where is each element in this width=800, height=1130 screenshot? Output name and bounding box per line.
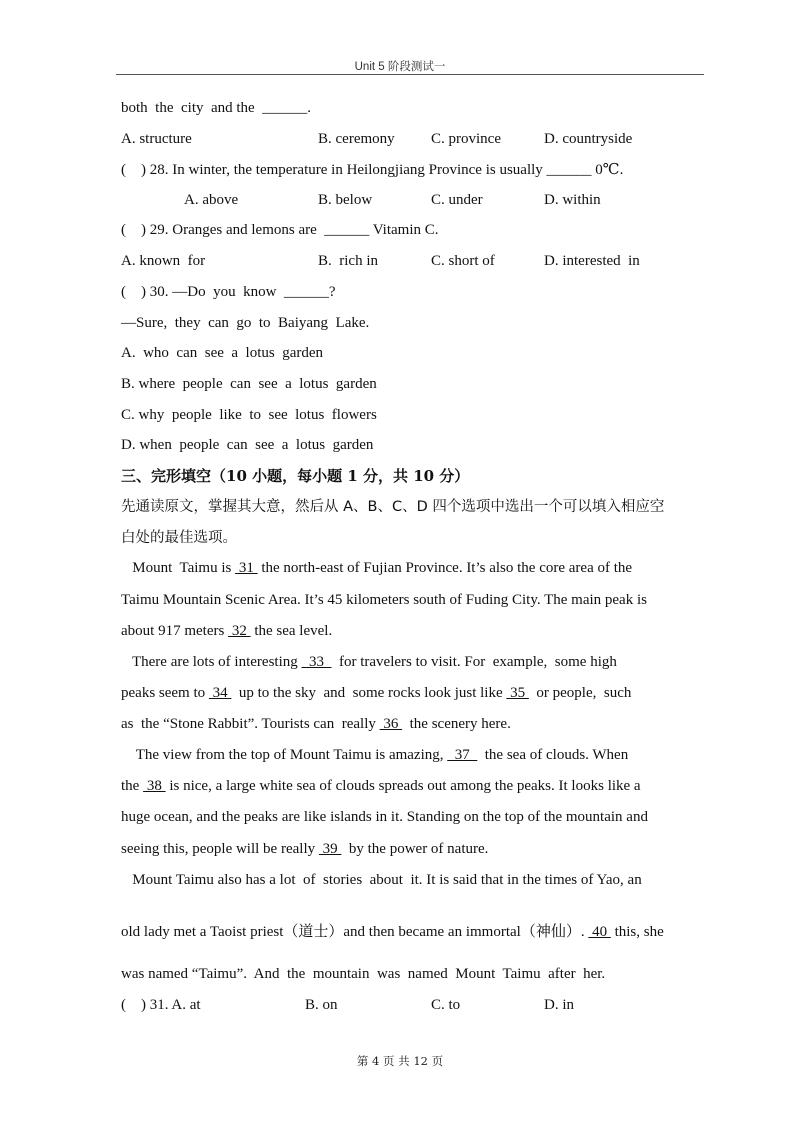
passage-line: old lady met a Taoist priest（道士）and then became an immortal（神仙）. 40 this, she [121,924,664,940]
blank-40: 40 [588,924,611,940]
option-d: D. in [544,997,574,1013]
option-d: D. within [544,192,601,208]
header-rule [116,74,704,75]
option-b: B. below [318,192,373,208]
option-a: A. who can see a lotus garden [121,345,324,361]
question-30: ( ) 30. —Do you know ______? [121,284,336,300]
option-d: D. interested in [544,253,640,269]
question-29: ( ) 29. Oranges and lemons are ______ Vitamin C. [121,222,439,238]
option-c: C. under [431,192,483,208]
blank-32: 32 [228,623,251,639]
option-b: B. ceremony [318,131,395,147]
question-30-reply: —Sure, they can go to Baiyang Lake. [121,315,370,331]
option-b: B. rich in [318,253,378,269]
option-c: C. short of [431,253,495,269]
passage-line: peaks seem to 34 up to the sky and some rocks look just like 35 or people, such [121,685,632,701]
blank-37: 37 [447,747,478,763]
question-31: ( ) 31. A. at [121,997,201,1013]
option-b: B. on [305,997,338,1013]
option-c: C. why people like to see lotus flowers [121,407,377,423]
passage-line: The view from the top of Mount Taimu is amazing, 37 the sea of clouds. When [121,747,629,763]
option-c: C. province [431,131,501,147]
blank-38: 38 [143,778,166,794]
option-d: D. when people can see a lotus garden [121,437,374,453]
passage-line: the 38 is nice, a large white sea of clouds spreads out among the peaks. It looks like a [121,778,641,794]
text-line: both the city and the ______. [121,100,311,116]
passage-line: Mount Taimu also has a lot of stories about it. It is said that in the times of Yao, an [121,872,642,888]
blank-35: 35 [506,685,529,701]
blank-33: 33 [301,654,332,670]
blank-31: 31 [235,560,258,576]
option-b: B. where people can see a lotus garden [121,376,377,392]
section-title: 三、完形填空（10 小题，每小题 1 分，共 10 分） [121,467,470,485]
passage-line: huge ocean, and the peaks are like islands in it. Standing on the top of the mountain and [121,809,648,825]
passage-line: seeing this, people will be really 39 by the power of nature. [121,841,489,857]
passage-line: Taimu Mountain Scenic Area. It’s 45 kilometers south of Fuding City. The main peak is [121,592,647,608]
question-28: ( ) 28. In winter, the temperature in Heilongjiang Province is usually ______ 0℃. [121,162,624,178]
section-instructions: 先通读原文，掌握其大意，然后从 A、B、C、D 四个选项中选出一个可以填入相应空 [121,499,665,515]
option-a: A. structure [121,131,192,147]
passage-line: Mount Taimu is 31 the north-east of Fujian Province. It’s also the core area of the [121,560,633,576]
passage-line: There are lots of interesting 33 for travelers to visit. For example, some high [121,654,617,670]
page-header: Unit 5 阶段测试一 [354,61,446,73]
passage-line: about 917 meters 32 the sea level. [121,623,333,639]
passage-line: as the “Stone Rabbit”. Tourists can really 36 the scenery here. [121,716,511,732]
option-c: C. to [431,997,461,1013]
option-a: A. above [184,192,239,208]
passage-line: was named “Taimu”. And the mountain was named Mount Taimu after her. [121,966,606,982]
option-a: A. known for [121,253,206,269]
page-footer: 第 4 页 共 12 页 [356,1054,444,1068]
blank-36: 36 [379,716,403,732]
section-instructions-cont: 白处的最佳选项。 [121,530,237,546]
blank-34: 34 [208,685,232,701]
blank-39: 39 [318,841,342,857]
option-d: D. countryside [544,131,633,147]
